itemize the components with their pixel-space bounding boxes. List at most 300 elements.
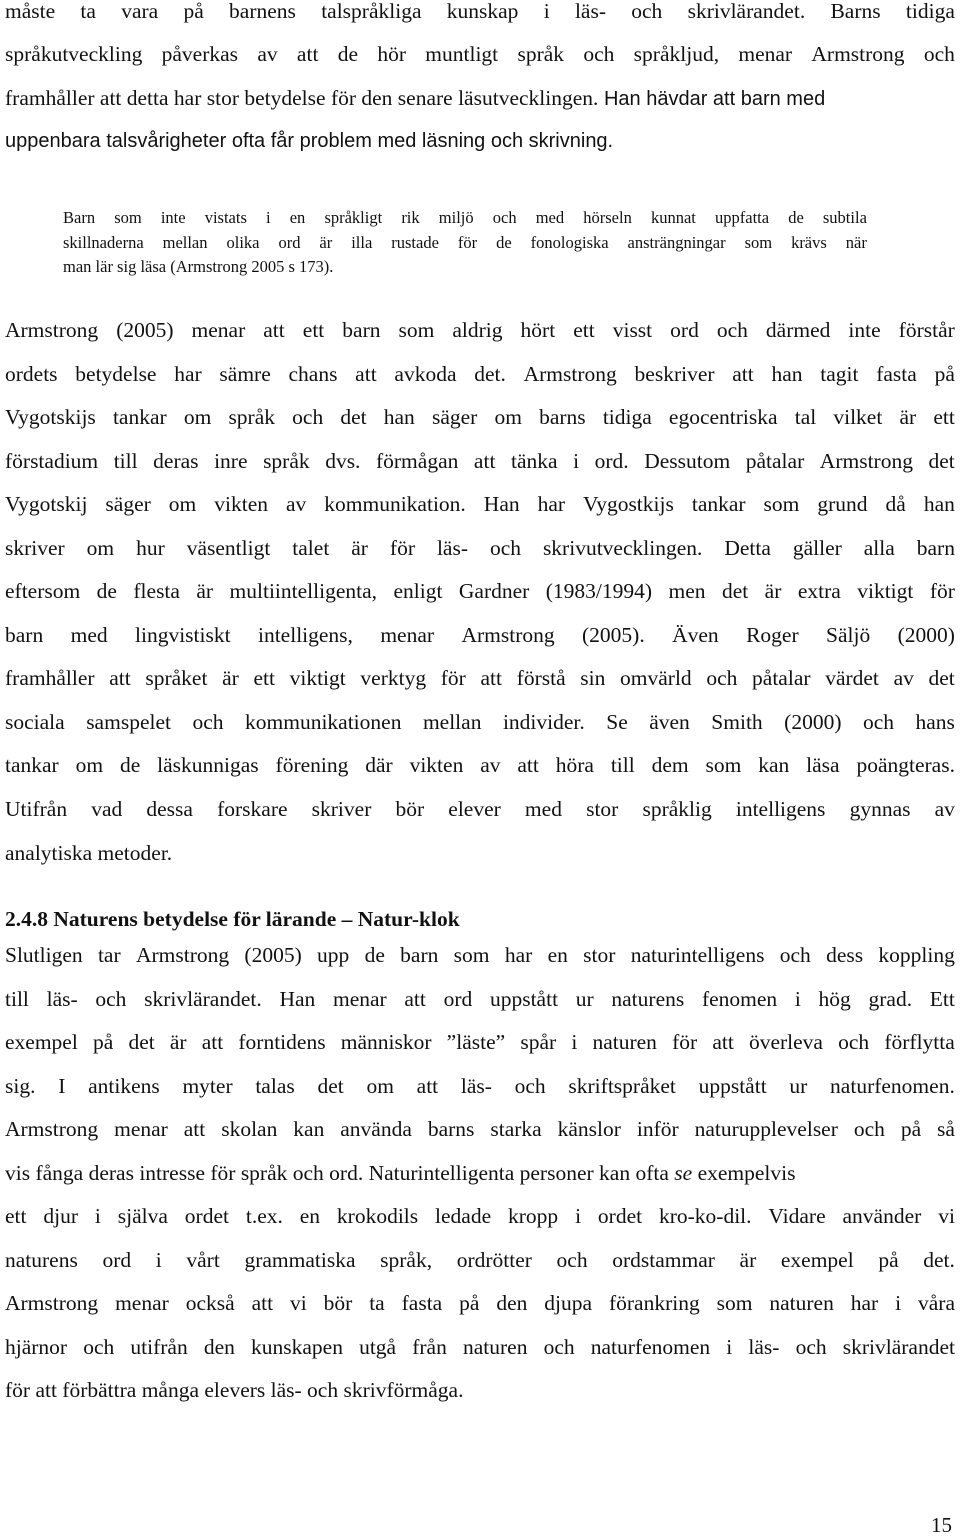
word: vi — [289, 1291, 307, 1315]
word: krävs — [791, 233, 827, 252]
word: barn — [5, 623, 44, 647]
word: är — [764, 579, 782, 603]
word: naturintelligens — [630, 943, 765, 967]
word: intelligens, — [257, 623, 353, 647]
word: Han — [279, 987, 316, 1011]
nature-line-4 — [5, 1073, 955, 1099]
word: själva — [117, 1204, 168, 1228]
word: Smith — [711, 710, 763, 734]
word: Armstrong — [819, 449, 913, 473]
armstrong-line-11 — [5, 752, 955, 778]
word: är — [319, 233, 333, 252]
word: samspelet — [86, 710, 171, 734]
word: ledade — [435, 1204, 492, 1228]
word: Armstrong — [135, 943, 230, 967]
word: Armstrong — [461, 623, 555, 647]
nature-line-1 — [5, 942, 955, 968]
word: Ett — [929, 987, 955, 1011]
word: språkutveckling — [5, 42, 143, 66]
word: läs- — [436, 536, 468, 560]
word: myter — [182, 1074, 233, 1098]
word: poängteras. — [856, 753, 955, 777]
word: har — [504, 943, 533, 967]
word: lingvistiskt — [135, 623, 231, 647]
word: kan — [758, 753, 790, 777]
word: höra — [555, 753, 594, 777]
word: I — [58, 1074, 66, 1098]
word: att — [732, 362, 754, 386]
word: kunskap — [446, 0, 519, 23]
word: det. — [923, 1248, 955, 1272]
word: barnens — [229, 0, 296, 23]
word: i — [575, 1204, 582, 1228]
word: (2005) — [244, 943, 302, 967]
word: förening — [275, 753, 349, 777]
word: omvärld — [620, 666, 692, 690]
word: av — [893, 666, 914, 690]
word: inte — [160, 208, 186, 227]
word: intelligens — [735, 797, 826, 821]
word: om — [494, 405, 522, 429]
word: menar — [738, 42, 793, 66]
word: språket — [145, 666, 208, 690]
word: ett — [302, 318, 325, 342]
word: kommunikation. — [324, 492, 466, 516]
word: att — [296, 42, 319, 66]
word: flesta — [133, 579, 180, 603]
word: från — [412, 1335, 447, 1359]
intro-line-3-sans-text: Han hävdar att barn med — [598, 88, 826, 110]
nature-line-6-italic-text: se — [674, 1161, 693, 1185]
word: med — [535, 208, 565, 227]
word: av — [480, 753, 501, 777]
word: Vidare — [768, 1204, 826, 1228]
word: aldrig — [452, 318, 503, 342]
word: fasta — [401, 1291, 443, 1315]
word: ur — [575, 987, 594, 1011]
word: skrivutvecklingen. — [542, 536, 703, 560]
word: uppstått — [489, 987, 559, 1011]
word: miljö — [438, 208, 474, 227]
word: och — [514, 1074, 546, 1098]
word: och — [631, 0, 663, 23]
word: det — [928, 666, 955, 690]
word: spår — [520, 1030, 557, 1054]
word: att — [473, 449, 496, 473]
word: skriver — [311, 797, 372, 821]
word: av — [285, 492, 307, 516]
word: som — [716, 1291, 753, 1315]
word: läs- — [460, 1074, 492, 1098]
word: krokodils — [336, 1204, 419, 1228]
word: skrivlärandet — [842, 1335, 955, 1359]
word: tankar — [5, 753, 59, 777]
nature-line-8 — [5, 1247, 955, 1273]
word: de — [788, 208, 804, 227]
word: förmågan — [375, 449, 459, 473]
word: Utifrån — [5, 797, 68, 821]
word: barn — [400, 943, 439, 967]
word: även — [649, 710, 690, 734]
word: språk, — [380, 1248, 433, 1272]
word: förankring — [608, 1291, 700, 1315]
word: sig. — [5, 1074, 36, 1098]
word: (2005). — [582, 623, 645, 647]
word: ord — [278, 233, 301, 252]
word: för — [672, 1030, 698, 1054]
word: men — [668, 579, 706, 603]
word: språklig — [642, 797, 712, 821]
word: och — [862, 710, 895, 734]
word: till — [5, 987, 29, 1011]
word: rustade — [391, 233, 439, 252]
word: ordstammar — [612, 1248, 715, 1272]
word: ur — [789, 1074, 808, 1098]
word: när — [845, 233, 867, 252]
word: att — [263, 318, 285, 342]
word: ordets — [5, 362, 58, 386]
word: menar — [332, 987, 387, 1011]
word: för — [457, 233, 478, 252]
word: som — [453, 943, 490, 967]
word: fasta — [876, 362, 917, 386]
word: är — [899, 405, 917, 429]
word: hör — [377, 42, 406, 66]
word: av — [257, 42, 278, 66]
word: den — [203, 1335, 235, 1359]
nature-line-6-text: vis fånga deras intresse för språk och ord. Naturintelligenta personer kan ofta — [5, 1161, 669, 1185]
word: så — [937, 1117, 955, 1141]
word: sociala — [5, 710, 65, 734]
word: att — [404, 987, 426, 1011]
word: språkljud, — [633, 42, 720, 66]
word: förstår — [898, 318, 955, 342]
word: språk — [228, 405, 276, 429]
word: i — [895, 1291, 902, 1315]
word: muntligt — [425, 42, 499, 66]
word: på — [878, 1248, 899, 1272]
intro-line-3 — [5, 85, 825, 112]
word: att — [480, 666, 502, 690]
word: då — [885, 492, 906, 516]
armstrong-line-8 — [5, 622, 955, 648]
word: Armstrong — [5, 1117, 99, 1141]
word: grund — [817, 492, 868, 516]
word: verktyg — [360, 666, 427, 690]
word: naturen — [592, 1030, 657, 1054]
word: tänka — [510, 449, 558, 473]
word: tagit — [820, 362, 859, 386]
word: exempel — [780, 1248, 854, 1272]
word: med — [70, 623, 108, 647]
word: och — [779, 943, 811, 967]
word: individer. — [502, 710, 585, 734]
word: också — [185, 1291, 235, 1315]
word: väsentligt — [186, 536, 271, 560]
armstrong-line-9 — [5, 665, 955, 691]
word: dem — [651, 753, 689, 777]
word: kommunikationen — [245, 710, 402, 734]
word: ett — [573, 318, 595, 342]
word: extra — [797, 579, 841, 603]
word: ett — [253, 666, 275, 690]
word: illa — [351, 233, 373, 252]
word: rik — [401, 208, 420, 227]
word: Även — [672, 623, 719, 647]
word: har — [174, 362, 202, 386]
word: ord — [102, 1248, 132, 1272]
word: att — [251, 1291, 274, 1315]
word: beskriver — [634, 362, 715, 386]
nature-line-11 — [5, 1377, 463, 1403]
word: i — [543, 0, 550, 23]
word: stor — [583, 943, 616, 967]
nature-line-5 — [5, 1116, 955, 1142]
word: som — [398, 318, 435, 342]
word: Slutligen — [5, 943, 83, 967]
word: ordet — [184, 1204, 229, 1228]
word: har — [850, 1291, 879, 1315]
word: där — [365, 753, 393, 777]
armstrong-line-5 — [5, 491, 955, 517]
word: skriver — [5, 536, 65, 560]
word: de — [96, 579, 117, 603]
word: han — [383, 405, 415, 429]
word: (2005) — [116, 318, 174, 342]
nature-line-2 — [5, 986, 955, 1012]
nature-line-3 — [5, 1029, 955, 1055]
word: avkoda — [394, 362, 457, 386]
word: bör — [323, 1291, 353, 1315]
word: Detta — [724, 536, 771, 560]
word: i — [571, 1030, 578, 1054]
word: Gardner — [458, 579, 530, 603]
armstrong-line-4 — [5, 448, 955, 474]
word: vikten — [409, 753, 464, 777]
armstrong-line-10 — [5, 709, 955, 735]
word: Vygostkijs — [583, 492, 674, 516]
word: vårt — [186, 1248, 220, 1272]
quote-line-3-text: man lär sig läsa (Armstrong 2005 s 173). — [63, 257, 334, 276]
word: det. — [474, 362, 506, 386]
word: de — [496, 233, 512, 252]
word: säger — [105, 492, 151, 516]
word: naturfenomen — [590, 1335, 711, 1359]
word: på — [900, 1117, 922, 1141]
nature-line-7 — [5, 1203, 955, 1229]
word: djupa — [544, 1291, 593, 1315]
word: att — [517, 753, 539, 777]
word: tar — [97, 943, 121, 967]
word: kunskapen — [251, 1335, 343, 1359]
word: vi — [938, 1204, 955, 1228]
word: och — [556, 1248, 588, 1272]
word: chans — [288, 362, 338, 386]
word: (2000) — [897, 623, 955, 647]
word: ordrötter — [456, 1248, 532, 1272]
word: djur — [43, 1204, 79, 1228]
word: läs- — [574, 0, 606, 23]
word: för — [929, 579, 955, 603]
intro-line-4 — [5, 128, 613, 154]
word: som — [744, 233, 773, 252]
quote-line-2 — [63, 233, 867, 253]
word: han — [771, 362, 803, 386]
word: och — [543, 1335, 575, 1359]
word: Armstrong — [5, 318, 99, 342]
word: det — [128, 1030, 155, 1054]
word: med — [524, 797, 562, 821]
word: för — [440, 666, 466, 690]
word: hört — [520, 318, 556, 342]
word: hörseln — [583, 208, 632, 227]
word: den — [496, 1291, 528, 1315]
word: som — [114, 208, 142, 227]
word: tankar — [112, 405, 167, 429]
word: och — [95, 987, 127, 1011]
word: menar — [380, 623, 435, 647]
word: talas — [255, 1074, 295, 1098]
word: alla — [863, 536, 895, 560]
word: Säljö — [826, 623, 871, 647]
armstrong-line-13 — [5, 840, 172, 866]
word: hjärnor — [5, 1335, 68, 1359]
word: Armstrong — [523, 362, 617, 386]
word: dvs. — [325, 449, 361, 473]
word: mellan — [422, 710, 482, 734]
word: talspråkliga — [321, 0, 422, 23]
word: en — [289, 208, 306, 227]
word: Dessutom — [644, 449, 731, 473]
nature-line-6-end-text: exempelvis — [697, 1161, 796, 1185]
word: (1983/1994) — [545, 579, 653, 603]
word: en — [299, 1204, 321, 1228]
word: naturens — [611, 987, 685, 1011]
armstrong-line-1 — [5, 317, 955, 343]
word: språk — [263, 449, 310, 473]
word: det — [340, 405, 367, 429]
word: Vygotskij — [5, 492, 88, 516]
word: måste — [5, 0, 56, 23]
word: läs- — [46, 987, 78, 1011]
word: barn — [342, 318, 381, 342]
intro-line-2 — [5, 41, 955, 67]
word: tidiga — [602, 405, 652, 429]
word: barn — [916, 536, 955, 560]
word: om — [168, 492, 197, 516]
word: barns — [427, 1117, 475, 1141]
word: hans — [915, 710, 955, 734]
word: de — [119, 753, 141, 777]
word: Armstrong — [5, 1291, 99, 1315]
nature-line-6 — [5, 1160, 795, 1186]
word: känslor — [557, 1117, 621, 1141]
word: bör — [395, 797, 425, 821]
word: i — [94, 1204, 101, 1228]
word: av — [934, 797, 955, 821]
word: att — [712, 1030, 734, 1054]
word: och — [795, 1335, 827, 1359]
word: vikten — [214, 492, 268, 516]
word: uppfatta — [715, 208, 770, 227]
word: och — [492, 208, 517, 227]
word: olika — [226, 233, 260, 252]
word: kro-ko-dil. — [658, 1204, 752, 1228]
intro-line-3-text: framhåller att detta har stor betydelse för den senare läsutvecklingen. — [5, 86, 599, 110]
word: påtalar — [745, 449, 805, 473]
word: läsa — [806, 753, 840, 777]
armstrong-line-12 — [5, 796, 955, 822]
word: han — [923, 492, 955, 516]
word: vilket — [833, 405, 883, 429]
word: hur — [136, 536, 165, 560]
word: stor — [586, 797, 619, 821]
word: läs- — [748, 1335, 780, 1359]
word: inför — [636, 1117, 679, 1141]
armstrong-line-13-text: analytiska metoder. — [5, 841, 173, 865]
word: uppstått — [698, 1074, 767, 1098]
word: fonologiska — [530, 233, 609, 252]
word: tidiga — [905, 0, 955, 23]
word: läskunnigas — [157, 753, 259, 777]
word: elever — [448, 797, 501, 821]
word: för — [389, 536, 415, 560]
word: skrivlärandet. — [144, 987, 262, 1011]
word: kropp — [508, 1204, 559, 1228]
word: fenomen — [701, 987, 778, 1011]
word: och — [489, 536, 521, 560]
word: och — [716, 318, 748, 342]
word: ett — [933, 405, 955, 429]
word: betydelse — [75, 362, 157, 386]
word: starka — [490, 1117, 542, 1141]
word: som — [705, 753, 742, 777]
word: Han — [483, 492, 520, 516]
page-number: 15 — [931, 1513, 952, 1537]
word: talet — [292, 536, 330, 560]
word: eftersom — [5, 579, 81, 603]
word: ta — [80, 0, 96, 23]
word: det — [928, 449, 955, 473]
word: på — [183, 0, 204, 23]
word: och — [838, 1030, 870, 1054]
word: skolan — [221, 1117, 278, 1141]
word: överleva — [748, 1030, 823, 1054]
word: deras — [153, 449, 199, 473]
word: och — [83, 1335, 115, 1359]
word: och — [853, 1117, 885, 1141]
word: på — [459, 1291, 480, 1315]
word: Armstrong — [811, 42, 905, 66]
word: att — [109, 666, 131, 690]
word: är — [222, 666, 239, 690]
word: enligt — [393, 579, 443, 603]
armstrong-line-3 — [5, 404, 955, 430]
word: hög — [818, 987, 851, 1011]
word: exempel — [5, 1030, 78, 1054]
word: inte — [848, 318, 881, 342]
word: t.ex. — [245, 1204, 283, 1228]
word: har — [537, 492, 566, 516]
word: subtila — [822, 208, 867, 227]
word: förstå — [516, 666, 566, 690]
word: kan — [293, 1117, 325, 1141]
word: dessa — [146, 797, 193, 821]
word: använda — [340, 1117, 412, 1141]
word: viktigt — [289, 666, 346, 690]
word: menar — [191, 318, 246, 342]
word: påtalar — [752, 666, 811, 690]
